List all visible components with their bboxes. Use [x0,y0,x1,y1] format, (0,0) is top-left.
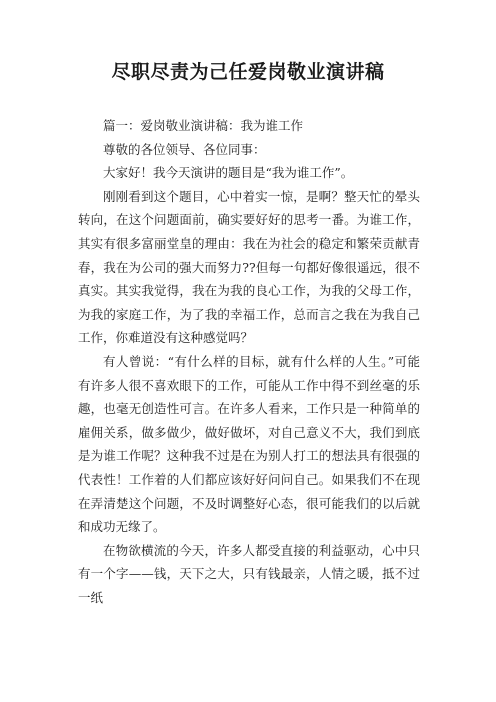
paragraph-body-1: 刚刚看到这个题目，心中着实一惊，是啊？整天忙的晕头转向，在这个问题面前，确实要好好的思考一番。为谁工作，其实有很多富丽堂皇的理由：我在为社会的稳定和繁荣贡献青春，我在为公司的强大而努力??但每一句都好像很遥远，很不真实。其实我觉得，我在为我的良心工作，为我的父母工作，为我的家庭工作，为了我的幸福工作，总而言之我在为我自己工作，你难道没有这种感觉吗？ [78,188,420,346]
paragraph-greeting: 大家好！我今天演讲的题目是“我为谁工作”。 [103,165,354,181]
document-body [78,114,420,609]
paragraph-body-3: 在物欲横流的今天，许多人都受直接的利益驱动，心中只有一个字——钱，天下之大，只有钱最亲，人情之暖，抵不过一纸 [78,542,420,605]
paragraph-salutation: 尊敬的各位领导、各位同事： [103,141,266,157]
paragraph-section-heading: 篇一：爱岗敬业演讲稿：我为谁工作 [103,118,304,133]
paragraph-body-2: 有人曾说：“有什么样的目标，就有什么样的人生。”可能有许多人很不喜欢眼下的工作，可能从工作中得不到丝毫的乐趣，也毫无创造性可言。在许多人看来，工作只是一种简单的雇佣关系，做多做少，做好做坏，对自己意义不大，我们到底是为谁工作呢？这种我不过是在为别人打工的想法具有很强的代表性！工作着的人们都应该好好问问自己。如果我们不在现在弄清楚这个问题，不及时调整好心态，很可能我们的以后就和成功无缘了。 [78,353,420,535]
document-title: 尽职尽责为己任爱岗敬业演讲稿 [111,61,385,83]
